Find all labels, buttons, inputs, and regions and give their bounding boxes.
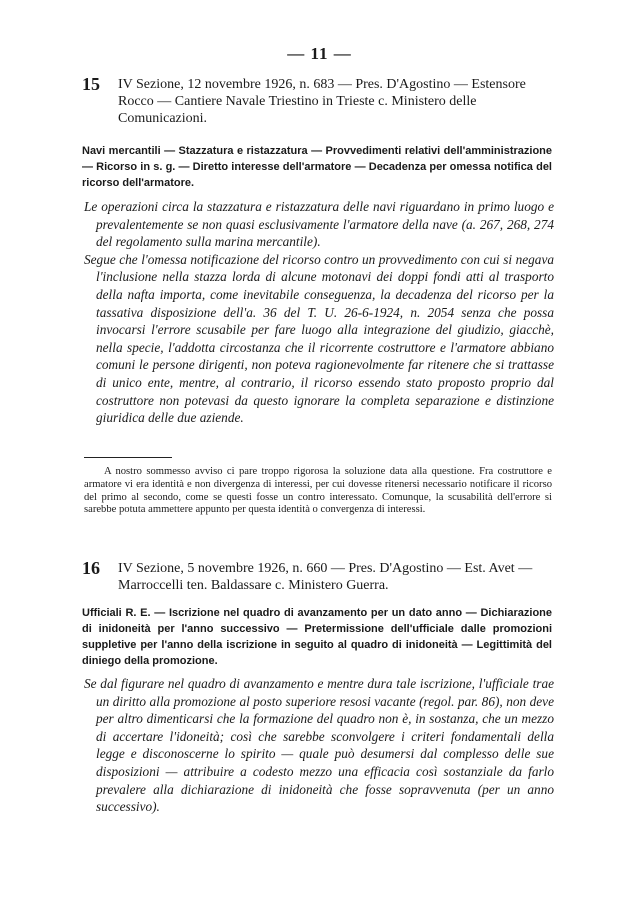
entry-heading: IV Sezione, 12 novembre 1926, n. 683 — Pres. D'Agostino — Estensore Rocco — Cantiere Navale Triestino in Trieste c. Ministero delle Comunicazioni. [118,77,526,126]
entry-15-body [84,198,554,427]
entry-15-massima: Navi mercantili — Stazzatura e ristazzatura — Provvedimenti relativi dell'amministrazione — Ricorso in s. g. — Diretto interesse dell'armatore — Decadenza per omessa notifica del ricorso dell'armatore. [82,145,552,189]
entry-16-body [84,675,554,816]
footnote-text: A nostro sommesso avviso ci pare troppo rigorosa la soluzione data alla questione. Fra costruttore e armatore vi era identità e non divergenza di interessi, per cui dovesse ritenersi necessario notificare il ricorso del primo al secondo, come se questi fosse un contro interessato. Comunque, la scusabilità dell'errore si sarebbe potuta ammettere appunto per questa identità o convergenza di interessi. [84,466,552,516]
entry-15-footnote [84,466,552,517]
entry-number: 16 [82,558,100,578]
paragraph: Le operazioni circa la stazzatura e ristazzatura delle navi riguardano in primo luogo e prevalentemente se non quasi esclusivamente l'armatore della nave (a. 267, 268, 274 del regolamento sulla marina mercantile). [84,199,554,250]
entry-16-massima: Ufficiali R. E. — Iscrizione nel quadro di avanzamento per un dato anno — Dichiarazione di inidoneità per l'anno successivo — Pretermissione dell'ufficiale dalle promozioni suppletive per l'anno della iscrizione in seguito al quadro di inidoneità — Legittimità del diniego della promozione. [82,607,552,667]
entry-16-heading-block [82,560,552,594]
page-number: — 11 — [287,44,352,63]
entry-15-heading-block [82,76,552,127]
entry-heading: IV Sezione, 5 novembre 1926, n. 660 — Pres. D'Agostino — Est. Avet — Marroccelli ten. Baldassare c. Ministero Guerra. [118,561,533,593]
paragraph: Segue che l'omessa notificazione del ricorso contro un provvedimento con cui si negava l'inclusione nella stazza lorda di alcune motonavi dei doppi fondi atti al trasporto della nafta importa, come inevitabile conseguenza, la decadenza del ricorso per la tassativa disposizione dell'a. 36 del T. U. 26-6-1924, n. 2054 senza che possa invocarsi l'errore scusabile per fare luogo alla integrazione del giudizio, giacchè, nella specie, l'addotta circostanza che il ricorrente costruttore e l'armatore abbiano comuni le persone dirigenti, non poteva ragionevolmente far ritenere che si trattasse di unico ente, mentre, al contrario, il ricorso essendo stato proposto proprio dal costruttore non potevasi da questo ignorare la completa separazione e distinzione giuridica delle due aziende. [84,251,554,426]
entry-number: 15 [82,74,100,94]
paragraph: Se dal figurare nel quadro di avanzamento e mentre dura tale iscrizione, l'ufficiale trae un diritto alla promozione al posto superiore resosi vacante (regol. par. 86), non deve per altro dimenticarsi che la formazione del quadro non è, in sostanza, che un mezzo di accertare l'idoneità; così che sarebbe sconvolgere i criteri fondamentali della legge e disconoscerne lo spirito — quale può desumersi dal complesso delle sue disposizioni — attribuire a codesto mezzo una efficacia così sostanziale da farlo prevalere alla dichiarazione di inidoneità che fosse sopravvenuta (per un anno successivo). [84,676,554,815]
footnote-divider [84,457,172,458]
